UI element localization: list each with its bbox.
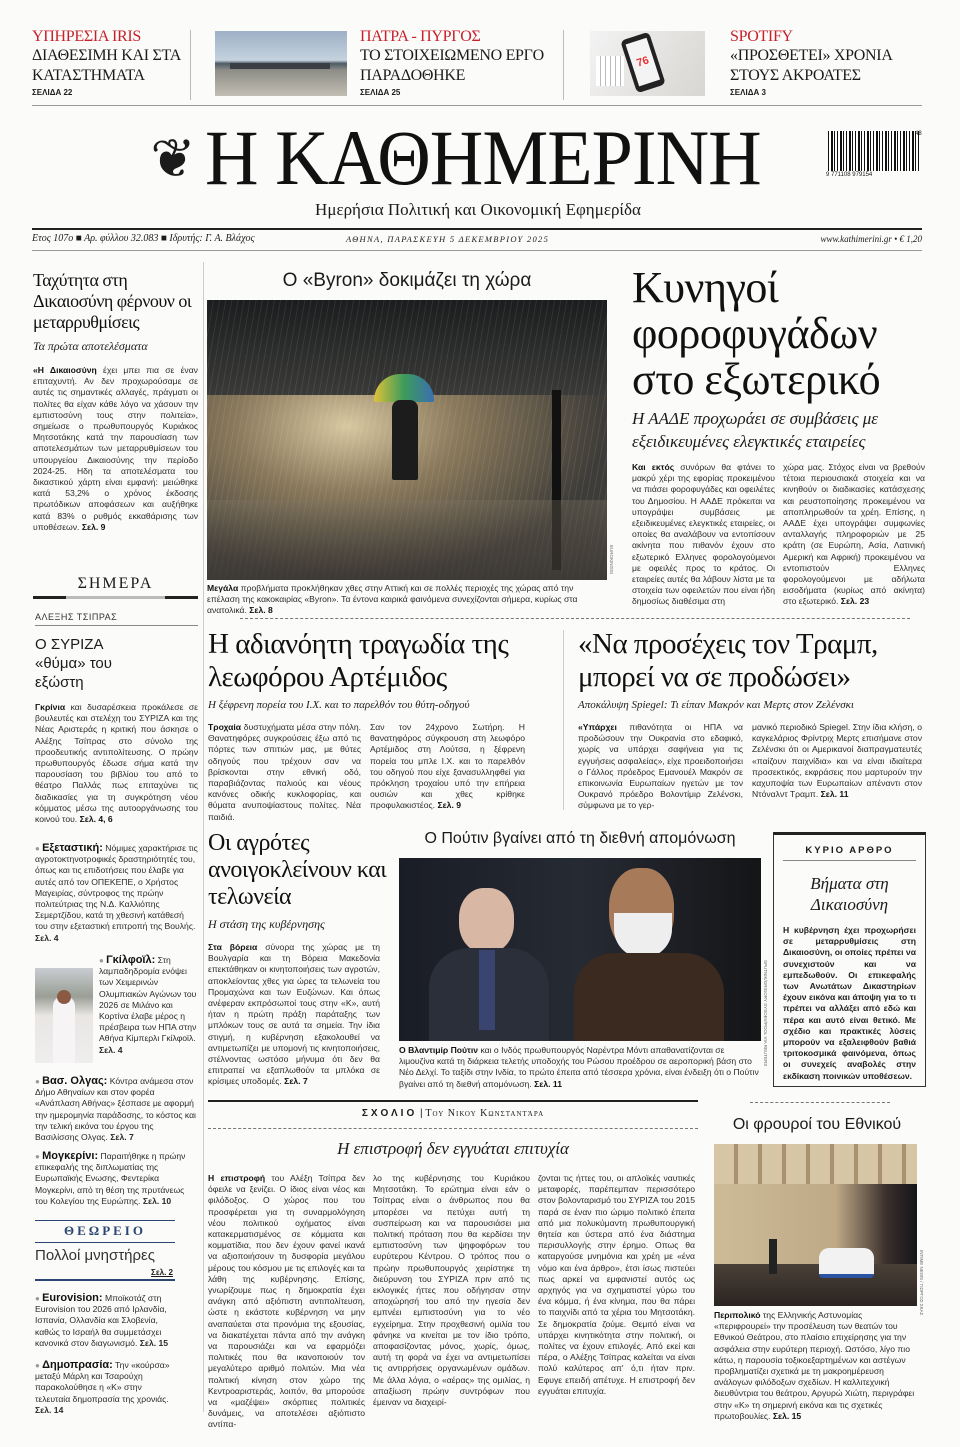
divider bbox=[33, 596, 198, 599]
brief-item[interactable]: ● Βασ. Ολγας: Κόντρα ανάμεσα στον Δήμο Αθηναίων και στον φορέα «Ανάπλαση Αθήνας» ξέσπασε με αφορμή την ημερομηνία παράδοσης, το κόστος και την τελική εικόνα του έργου της Βασιλίσσης Ολγας. Σελ. 7 bbox=[35, 1076, 198, 1143]
putin-title: Ο Πούτιν βγαίνει από τη διεθνή απομόνωση bbox=[424, 830, 736, 847]
divider bbox=[240, 618, 910, 619]
article-artemidos[interactable] bbox=[208, 628, 553, 721]
article-farmers[interactable]: Οι αγρότες ανοιγοκλείνουν και τελωνεία Η στάση της κυβέρνησης Στα βόρεια σύνορα της χώρας με τη Βουλγαρία και τη Βόρεια Μακεδονία επεκτάθηκαν οι κινητοποιήσεις των αγροτών, αποκλείοντας χθες για ώρες τα τελωνεία του Προμαχώνα και των Ευζώνων. Και όπως ανέφεραν εκπρόσωποί τους στην «Κ», αυτή ήταν η πρώτη πράξη παράταξης των μπλόκων τους σε αυτά τα σημεία. Την ίδια στιγμή, η κυβέρνηση εξακολουθεί να αντιμετωπίζει με υπομονή τις κινητοποιήσεις, στέλνοντας ωστόσο μήνυμα ότι δεν θα επιτραπεί να εξαπλωθούν τα μπλόκα σε κρίσιμες υποδομές. Σελ. 7 bbox=[208, 830, 387, 1087]
kicker: ΑΛΕΞΗΣ ΤΣΙΠΡΑΣ bbox=[35, 612, 198, 626]
headline: Η αδιανόητη τραγωδία της λεωφόρου Αρτέμιδος bbox=[208, 628, 509, 693]
editorial-title: Βήματα στη Δικαιοσύνη bbox=[810, 874, 889, 914]
subheadline: Τα πρώτα αποτελέσματα bbox=[33, 339, 148, 353]
subheadline: Η ξέφρενη πορεία του Ι.Χ. και το παρελθόν του θύτη-οδηγού bbox=[208, 699, 470, 711]
teaser-page: ΣΕΛΙΔΑ 25 bbox=[360, 88, 401, 97]
divider bbox=[35, 1279, 175, 1281]
masthead-title: Η ΚΑΘΗΜΕΡΙΝΗ bbox=[205, 114, 761, 201]
comment-title: Η επιστροφή δεν εγγυάται επιτυχία bbox=[337, 1139, 569, 1158]
masthead-subtitle: Ημερήσια Πολιτική και Οικονομική Εφημερίδα bbox=[315, 200, 641, 219]
teaser-title: ΤΟ ΣΤΟΙΧΕΙΩΜΕΝΟ ΕΡΓΟ ΠΑΡΑΔΟΘΗΚΕ bbox=[360, 47, 544, 84]
page-ref: Σελ. 4, 6 bbox=[79, 814, 113, 825]
brief-item[interactable]: ● Γκίλφοϊλ: Στη λαμπαδηδρομία ενόψει των Χειμερινών Ολυμπιακών Αγώνων του 2026 σε Μιλάνο και Κορτίνα έλαβε μέρος η πρέσβειρα των ΗΠΑ στην Αθήνα Κίμπερλι Γκίλφοϊλ. Σελ. 4 bbox=[35, 955, 198, 1063]
subheadline: Η ΑΑΔΕ προχωράει σε συμβάσεις με εξειδικευμένες ελεγκτικές εταιρείες bbox=[632, 409, 878, 451]
brief-item[interactable]: ● Εξεταστική: Νόμιμες χαρακτήρισε τις αγροτοκτηνοτροφικές δραστηριότητές του, όπως και τις επιδοτήσεις που έλαβε για αυτές από τον ΟΠΕΚΕΠΕ, ο Χρήστος Μαγειρίας, σύντροφος της πρώην πολιτεύτριας της Ν.Δ. Καλλιόπης Σεμερτζίδου, κατά τη χθεσινή κατάθεσή του στην εξεταστική επιτροπή της Βουλής. Σελ. 4 bbox=[35, 843, 198, 944]
barcode bbox=[828, 131, 920, 171]
divider bbox=[208, 1100, 698, 1102]
article-body: έχει μπει πια σε έναν επιταχυντή. Αν δεν προχωρούσαμε σε αυτές τις σημαντικές αλλαγές, πράγματι οι πολίτες θα είχαν κάθε λόγο να χάσουν την εμπιστοσύνη τους στην πολιτεία», σημείωσε ο πρωθυπουργός Κυριάκος Μητσοτάκης κατά την παρουσίαση των αποτελεσμάτων των μεταρρυθμίσεων του υπουργείου Δικαιοσύνης την περίοδο 2024-25. Ηδη τα αποτελέσματα του δικαστικού χάρτη είναι εμφανή: μειώθηκε κατά 53,2% ο χρόνος έκδοσης πρωτόδικων αποφάσεων και αυξήθηκε κατά 83% ο ρυθμός εκκαθάρισης των υποθέσεων. bbox=[33, 365, 198, 532]
today-label: ΣΗΜΕΡΑ bbox=[77, 575, 154, 592]
comment-body: ζονται τις ήττες του, οι απλοϊκές ναυτικές μεταφορές, παρέπεμπαν περισσότερο στον βολονταρισμό του ΣΥΡΙΖΑ του 2015 παρά σε έναν πιο ώριμο πολιτικό έπειτα από μια πολυκύμαντη πρωθυπουργική θητεία και ύστερα από ένα διάστημα περισυλλογής στην έρημο. Οπως θα καταργούσε μνημόνια και χρέη με «ένα νόμο και ένα άρθρο», έτσι ίσως πιστεύει πως αρκεί να εμφανιστεί αυτός ως αρχηγός για να σχηματιστεί γύρω του ένα κόμμα, ή ένα κίνημα, που θα πάρει το παιχνίδι από τα χέρια του Μητσοτάκη. Σε δημοκρατία ζούμε. Θεμιτό είναι να υπάρχει κινητικότητα στην πολιτική, οι πολίτες να έχουν επιλογές. Από εκεί και πέρα, ο Αλέξης Τσίπρας καλείται να είναι πολύ καλύτερος απ' ό,τι ήταν πριν. Εφυγε επειδή απέτυχε. Η επιστροφή δεν εγγυάται επιτυχία. bbox=[538, 1173, 695, 1396]
comment-author: Του Νικου Κωνσταντάρα bbox=[425, 1108, 545, 1119]
headline: Οι αγρότες ανοιγοκλείνουν και τελωνεία bbox=[208, 830, 387, 910]
subheadline: Η στάση της κυβέρνησης bbox=[208, 917, 325, 931]
article-body: «Υπάρχει πιθανότητα οι ΗΠΑ να προδώσουν την Ουκρανία στο εδαφικό, χωρίς να υπάρχει σαφήνεια για τις εγγυήσεις ασφαλείας», είχε προειδοποιήσει ο Γάλλος πρόεδρος Εμανουέλ Μακρόν σε επικοινωνία Ευρωπαίων ηγετών με τον Ουκρανό πρόεδρο Βολοντίμιρ Ζελένσκι, σύμφωνα με το γερ- bbox=[578, 722, 743, 811]
column-divider bbox=[563, 630, 564, 810]
teaser-kicker: ΠΑΤΡΑ - ΠΥΡΓΟΣ bbox=[360, 28, 481, 45]
barcode-number: 9 771108 979154 bbox=[826, 172, 873, 178]
headline: Ο ΣΥΡΙΖΑ «θύμα» του εξώστη bbox=[35, 636, 112, 691]
teaser-patra-pyrgos[interactable] bbox=[360, 27, 550, 97]
article-body: μανικό περιοδικό Spiegel. Στην ίδια κλήση, ο καγκελάριος Φρίντριχ Μερτς επισήμανε στον Ζελένσκι ότι οι Αμερικανοί διαπραγματευτές «παίζουν παιχνίδια» και να είναι ιδιαίτερα προσεκτικός, εκφράσεις που μαρτυρούν την καχυποψία των Ευρωπαίων απέναντι στον Ντόναλντ Τραμπ. Σελ. 11 bbox=[752, 722, 922, 800]
toll-station-photo bbox=[215, 31, 347, 96]
dateline-date: ΑΘΗΝΑ, ΠΑΡΑΣΚΕΥΗ 5 ΔΕΚΕΜΒΡΙΟΥ 2025 bbox=[346, 234, 550, 244]
teaser-title: ΔΙΑΘΕΣΙΜΗ ΚΑΙ ΣΤΑ ΚΑΤΑΣΤΗΜΑΤΑ bbox=[32, 47, 181, 84]
divider bbox=[32, 250, 922, 251]
dateline-issue: Ετος 107ο ■ Αρ. φύλλου 32.083 ■ Ιδρυτής: Γ. Α. Βλάχος bbox=[32, 233, 255, 244]
article-justice[interactable] bbox=[33, 270, 198, 533]
divider bbox=[750, 1102, 890, 1103]
teaser-iris[interactable] bbox=[32, 27, 192, 97]
theatre-title: Οι φρουροί του Εθνικού bbox=[732, 1116, 902, 1133]
brief-item[interactable]: ● Eurovision: Μποϊκοτάζ στη Eurovision του 2026 από Ιρλανδία, Ισπανία, Ολλανδία και Σλοβενία, καθώς το Ισραήλ θα συμμετάσχει κανονικά στον διαγωνισμό. Σελ. 15 bbox=[35, 1293, 175, 1349]
teaser-title: «ΠΡΟΣΘΕΤΕΙ» ΧΡΟΝΙΑ ΣΤΟΥΣ ΑΚΡΟΑΤΕΣ bbox=[730, 47, 892, 84]
article-trump[interactable] bbox=[578, 628, 928, 721]
divider bbox=[563, 30, 564, 100]
teaser-page: ΣΕΛΙΔΑ 22 bbox=[32, 88, 73, 97]
article-body: Τροχαία δυστυχήματα μέσα στην πόλη. Θανατηφόρες συγκρούσεις έξω από τις πόρτες των σπιτιών μας, με θύτες οδηγούς που τρέχουν σαν να βρίσκονται στην εθνική οδό, παραβιάζοντας παλιούς και νέους κανόνες οδικής κυκλοφορίας, και θύματα ανυποψίαστους πολίτες. Νέα παιδιά. bbox=[208, 722, 361, 822]
issue-code: 48 bbox=[915, 131, 922, 137]
photo-credit: SPUTNIK/GRIGORY SYSOEV/POOL VIA REUTERS bbox=[763, 960, 768, 1067]
national-theatre-photo bbox=[714, 1144, 917, 1306]
byron-caption: Μεγάλα προβλήματα προκλήθηκαν χθες στην Αττική και σε πολλές περιοχές της χώρας από την επέλαση της κακοκαιρίας «Byron». Τα έντονα καιρικά φαινόμενα συνεχίζονται σήμερα, κυρίως στα ανατολικά. Σελ. 8 bbox=[207, 583, 578, 616]
theoreio-title[interactable]: Πολλοί μνηστήρες bbox=[35, 1247, 155, 1264]
editorial-box[interactable] bbox=[773, 832, 926, 1087]
comment-body: Η επιστροφή του Αλέξη Τσίπρα δεν όφειλε να ξενίζει. Ο ίδιος είναι νέος και φιλόδοξος. Ο χώρος που του προσφέρεται για τη συναρμολόγηση νέου πολιτικού οχήματος είναι κατακερματισμένος σε κόμματα και κομματίδια, που δεν έχουν φανεί ικανά να αξιοποιήσουν τη δυσφορία μεγάλου μέρους του κόσμου με τις επιλογές και τα λάθη της κυβέρνησης. Επίσης, γνωρίζουμε πως η δημοκρατία έχει ανάγκη από αξιόπιστη αντιπολίτευση, ώστε η εκάστοτε κυβέρνηση να μην αναπαύεται στα προνόμια της εξουσίας, να διακατέχεται πάντα από την ανάγκη να παρουσιάζει και να εφαρμόζει πολιτικές που θα ικανοποιούν τον μεγαλύτερο αριθμό πολιτών. Μια νέα πολιτική κίνηση στον χώρο της Κεντροαριστεράς, λοιπόν, θα μπορούσε να «μαζέψει» σκόρπιες πολιτικές δυνάμεις, να αποτελέσει αξιόπιστο αντίπα- bbox=[208, 1173, 365, 1430]
article-body: χώρα μας. Στόχος είναι να βρεθούν τέτοια περιουσιακά στοιχεία και να κινηθούν οι διαδικασίες κατάσχεσης και ρευστοποίησης προκειμένου να αποπληρωθούν τα χρέη. Επίσης, η ΑΑΔΕ έχει υπογράψει συμφωνίες ανταλλαγής πληροφοριών με 25 κράτη (σε Ευρώπη, Ασία, Λατινική Αμερική και Αφρική) προκειμένου να εντοπιστούν Ελληνες φορολογούμενοι με αδήλωτα εισοδήματα (κυρίως από ακίνητα) στο εξωτερικό. Σελ. 23 bbox=[783, 462, 925, 607]
photo-credit: INTIME NEWS / ΓΙΩΡΓΟΣ ΣΚΑΣ bbox=[919, 1250, 924, 1316]
comment-header: ΣΧΟΛΙΟ | Του Νικου Κωνσταντάρα bbox=[361, 1108, 545, 1119]
divider bbox=[32, 105, 922, 106]
storm-photo bbox=[207, 300, 607, 580]
article-tax-evaders[interactable] bbox=[632, 265, 932, 453]
article-body: και δυσαρέσκεια προκάλεσε σε βουλευτές και στελέχη του ΣΥΡΙΖΑ και της Νέας Αριστεράς η κριτική που άσκησε ο Αλέξης Τσίπρας στο σύνολο της προοδευτικής αντιπολίτευσης. Ο πρώην πρωθυπουργός έδωσε σήμα κατά την παρουσίαση του βιβλίου του από το θέατρο Παλλάς πως επιταχύνει τις διαδικασίες για τη συγκρότηση νέου κόμματος μέσω της αυτοοργάνωσης του κοινού του. bbox=[35, 702, 198, 825]
subheadline: Αποκάλυψη Spiegel: Τι είπαν Μακρόν και Μερτς στον Ζελένσκι bbox=[578, 699, 854, 711]
teaser-kicker: SPOTIFY bbox=[730, 28, 793, 45]
spotify-phone-photo: 76 bbox=[590, 31, 705, 96]
divider bbox=[32, 228, 922, 230]
brief-item[interactable]: ● Δημοπρασία: Την «κούρσα» μεταξύ Μάρλη και Τσαρούχη παρακολούθησε η «Κ» στην τελευταία δημοπρασία της χρονιάς. Σελ. 14 bbox=[35, 1360, 175, 1416]
headline: Κυνηγοί φοροφυγάδων στο εξωτερικό bbox=[632, 263, 881, 404]
griffin-emblem-icon: ❦ bbox=[150, 129, 196, 189]
article-body: Και εκτός συνόρων θα φτάνει το μακρύ χέρι της εφορίας προκειμένου να πιάσει φοροφυγάδες και οφειλέτες του Δημοσίου. Η ΑΑΔΕ πρόκειται να υπογράψει συμβάσεις με εξειδικευμένες ελεγκτικές εταιρείες, οι οποίες θα αναλάβουν να εντοπίσουν ακίνητα που πιθανόν έχουν στο εξωτερικό Ελληνες φορολογούμενοι με οφειλές προς το κράτος. Οι εταιρείες αυτές θα λάβουν λίστα με τα στοιχεία των οφειλετών που είναι ήδη δημοσίως διαθέσιμα στη bbox=[632, 462, 775, 607]
page-ref: Σελ. 9 bbox=[81, 521, 106, 532]
lead-word: Γκρίνια bbox=[35, 702, 66, 712]
teaser-kicker: ΥΠΗΡΕΣΙΑ IRIS bbox=[32, 28, 141, 45]
brief-item[interactable]: ● Μογκερίνι: Παραιτήθηκε η πρώην επικεφαλής της διπλωματίας της Ευρωπαϊκής Ενωσης, Φεντερίκα Μογκερίνι, από τη θέση της πρυτάνεως του Κολεγίου της Ευρώπης. Σελ. 10 bbox=[35, 1151, 198, 1207]
putin-modi-photo bbox=[399, 858, 761, 1041]
photo-credit: EUROKINISSI bbox=[609, 545, 614, 575]
byron-title: Ο «Byron» δοκιμάζει τη χώρα bbox=[282, 270, 532, 291]
divider bbox=[208, 1128, 698, 1129]
headline: «Να προσέχεις τον Τραμπ, μπορεί να σε προδώσει» bbox=[578, 628, 878, 693]
divider bbox=[35, 1220, 175, 1221]
headline: Ταχύτητα στη Δικαιοσύνη φέρνουν οι μεταρρυθμίσεις bbox=[33, 270, 192, 332]
lead-word: «Η Δικαιοσύνη bbox=[33, 365, 97, 375]
divider bbox=[35, 1242, 175, 1243]
comment-body: λο της κυβέρνησης του Κυριάκου Μητσοτάκη. Το ερώτημα είναι εάν ο Τσίπρας είναι ο άνθρωπος που θα μπορέσει να πετύχει αυτή τη συσπείρωση και να παρουσιάσει μια πολιτική πρόταση που θα κερδίσει την εμπιστοσύνη των ψηφοφόρων του ευρύτερου Κέντρου. Ο τρόπος που ο πρώην πρωθυπουργός χειρίστηκε τη διεύρυνση του ΣΥΡΙΖΑ πριν από τις εκλογικές ήττες που οδήγησαν στην αποχώρησή του από την ηγεσία δεν εμπνέει εμπιστοσύνη για το νέο εγχείρημα. Στην προχθεσινή ομιλία του φάνηκε να κινείται με τον ίδιο τρόπο, αποφασίζοντας μόνος, χωρίς, όμως, αυτή τη φορά να έχει να αντιμετωπίσει τις αντιρρήσεις οργανωμένων ομάδων. Με άλλα λόγια, ο «αέρας» της ομιλίας, η απαξίωση πρώην συντρόφων που έμειναν να διαχειρί- bbox=[373, 1173, 530, 1408]
teaser-page: ΣΕΛΙΔΑ 3 bbox=[730, 88, 766, 97]
article-body: Σαν τον 24χρονο Σωτήρη. Η θανατηφόρος σύγκρουση στη λεωφόρο Αρτέμιδος στη Λούτσα, η ξέφρενη πορεία του μπλε Ι.Χ. και το παρελθόν του οδηγού που είχε ξανασυλληφθεί για πρόκληση τροχαίου υπό την επήρεια ουσιών και χθες κρίθηκε προφυλακιστέος. Σελ. 9 bbox=[370, 722, 525, 811]
dateline-website-price: www.kathimerini.gr • € 1,20 bbox=[820, 234, 922, 244]
article-tsipras[interactable] bbox=[35, 612, 198, 825]
comment-label: ΣΧΟΛΙΟ bbox=[361, 1108, 418, 1119]
column-divider bbox=[203, 262, 204, 1412]
page-ref: Σελ. 2 bbox=[151, 1268, 173, 1277]
teaser-spotify[interactable] bbox=[730, 27, 920, 97]
editorial-body: Η κυβέρνηση έχει προχωρήσει σε μεταρρυθμίσεις στη Δικαιοσύνη, οι οποίες πρέπει να συνεχιστούν και να εμπεδωθούν. Οι επικεφαλής των Ανωτάτων Δικαστηρίων έχουν εικόνα και άποψη για το τι πρέπει να αλλάξει από εδώ και πέρα και αυτό είναι θετικό. Με σχέδιο και πρακτικές λύσεις μπορούν να εξαλειφθούν βαθιά τριτοκοσμικά φαινόμενα, όπως οι συνεχείς αναβολές στην εκδίκαση ποινικών υποθέσεων. bbox=[783, 925, 916, 1081]
theatre-caption: Περιπολικό της Ελληνικής Αστυνομίας «περιφρουρεί» την προσέλευση των θεατών του Εθνικού Θεάτρου, στο πλαίσιο επιχείρησης για την ασφάλεια στην ευρύτερη περιοχή. Ωστόσο, λίγο πιο κάτω, η παρουσία τοξικοεξαρτημένων και αστέγων προβληματίζει σχετικά με τη μακροημέρευση ανάλογων φιλόδοξων σχεδίων. Η καλλιτεχνική διευθύντρια του θεάτρου, Αργυρώ Χιώτη, περιγράφει στην «Κ» τη σημερινή εικόνα και τις σχετικές πρωτοβουλίες. Σελ. 15 bbox=[714, 1310, 915, 1421]
editorial-label: ΚΥΡΙΟ ΑΡΘΡΟ bbox=[783, 845, 916, 861]
theoreio-label: ΘΕΩΡΕΙΟ bbox=[64, 1223, 146, 1238]
divider bbox=[190, 30, 191, 100]
putin-caption: Ο Βλαντιμίρ Πούτιν και ο Ινδός πρωθυπουργός Ναρέντρα Μόντι απαθανατίζονται σε λιμουζίνα κατά τη διάρκεια τελετής υποδοχής του Ρώσου προέδρου σε αεροπορική βάση στο Νέο Δελχί. Το ταξίδι στην Ινδία, το πρώτο έπειτα από τέσσερα χρόνια, είναι ένδειξη ότι ο Πούτιν βγαίνει από τη διεθνή απομόνωση. Σελ. 11 bbox=[399, 1045, 759, 1089]
